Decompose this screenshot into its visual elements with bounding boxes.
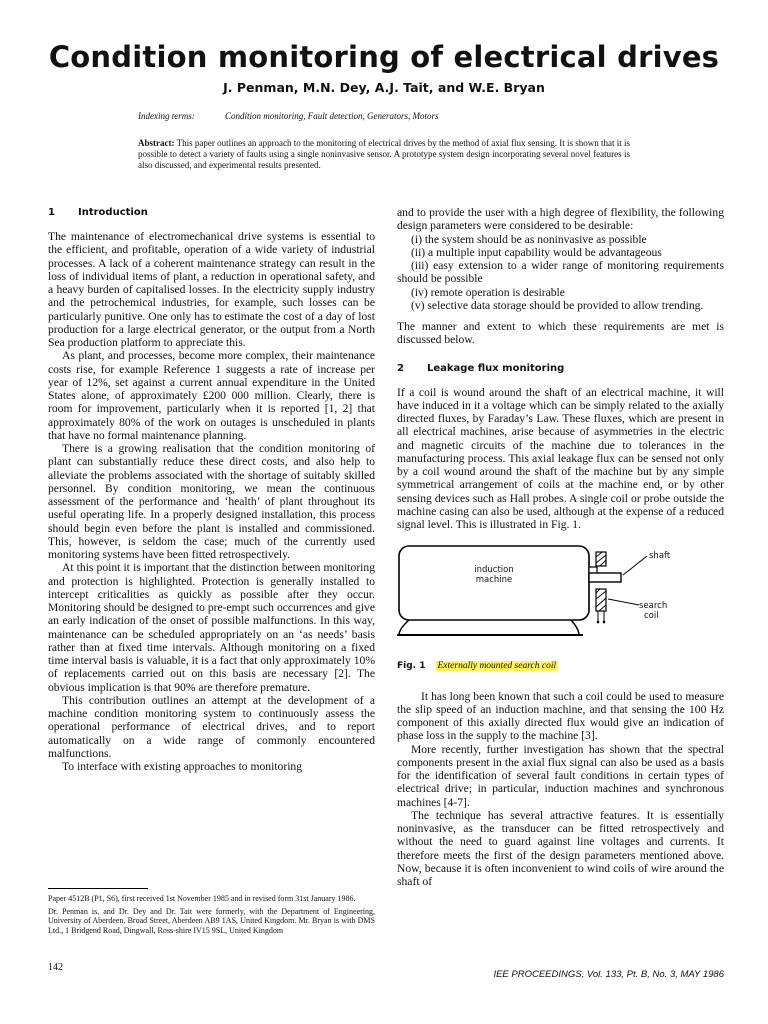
section-heading-leakage-flux [397, 362, 724, 375]
search-coil-diagram [397, 543, 724, 658]
paper-title: Condition monitoring of electrical drives [48, 40, 720, 74]
figure-1-caption [397, 660, 724, 673]
footnote-rule [48, 888, 148, 889]
machine-base [399, 620, 579, 635]
paragraph: There is a growing realisation that the condition monitoring of plant can substantially reduce these direct costs, and also help to alleviate the problems associated with the shortage of suitably skilled personnel. By condition monitoring, we mean the continuous assessment of the performance and ‘health’ of plant throughout its useful operating life. In a properly designed installation, this process should begin even before the plant is installed and commissioned. This, however, is seldom the case; much of the currently used monitoring systems have been fitted retrospectively. [48, 442, 375, 561]
footnote: Dr. Penman is, and Dr. Dey and Dr. Tait were formerly, with the Department of Engineering, University of Aberdeen, Broad Street, Aberdeen AB9 1AS, United Kingdom. Mr. Bryan is with DMS Ltd., 1 Bridgend Road, Dingwall, Ross-shire IV15 9SL, United Kingdom [48, 906, 375, 935]
indexing-terms-text: Condition monitoring, Fault detection, Generators, Motors [225, 111, 439, 121]
left-column [48, 206, 375, 773]
machine-label-line-2: machine [475, 575, 513, 586]
section-number: 1 [48, 207, 55, 218]
author-list: J. Penman, M.N. Dey, A.J. Tait, and W.E. Bryan [223, 80, 545, 95]
indexing-terms [138, 111, 439, 121]
paragraph: To interface with existing approaches to monitoring [62, 760, 303, 773]
machine-label-line-1: induction [474, 565, 514, 576]
abstract-text: This paper outlines an approach to the monitoring of electrical drives by the method of axial flux sensing. It is shown that it is possible to detect a variety of faults using a single noninvasive sensor. A prototype system design incorporating several novel features is also discussed, and experimental results presented. [138, 138, 630, 170]
shaft [589, 573, 621, 582]
abstract [138, 138, 630, 171]
paragraph: More recently, further investigation has shown that the spectral components present in the axial flux signal can also be used as a basis for the identification of several fault conditions in certain types of electrical drive; in particular, induction machines and synchronous machines [4-7]. [397, 742, 724, 809]
footnote: Paper 4512B (P1, S6), first received 1st November 1985 and in revised form 31st January 1986. [48, 894, 356, 903]
figure-label: Fig. 1 [397, 661, 426, 672]
section-number: 2 [397, 362, 404, 374]
coil-label-line-2: coil [644, 611, 659, 622]
list-item: (iii) easy extension to a wider range of monitoring requirements should be possible [397, 259, 724, 286]
search-coil [596, 552, 606, 623]
coil-label-line-1: search [639, 601, 668, 612]
section-title: Leakage flux monitoring [427, 362, 565, 374]
page-number: 142 [48, 962, 63, 973]
shaft-leader [623, 556, 647, 575]
list-item: (iv) remote operation is desirable [411, 285, 565, 299]
paragraph: The technique has several attractive features. It is essentially noninvasive, as the transducer can be fitted retrospectively and without the need to guard against line voltages and currents. It therefore meets the first of the design parameters mentioned above. Now, because it is often inconvenient to wind coils of wire around the shaft of [397, 808, 724, 888]
paragraph: and to provide the user with a high degree of flexibility, the following design parameters were considered to be desirable: [397, 206, 724, 233]
journal-footer: IEE PROCEEDINGS, Vol. 133, Pt. B, No. 3, MAY 1986 [493, 969, 724, 980]
footnotes [48, 894, 375, 938]
paragraph: The maintenance of electromechanical drive systems is essential to the efficient, and profitable, operation of a wide variety of industrial processes. A lack of a coherent maintenance strategy can result in the loss of individual items of plant, a reduction in operational safety, and a heavy burden of capitalised losses. In the electricity supply industry and the petrochemical industries, for example, such losses can be particularly punitive. One only has to estimate the cost of a day of lost production for a large electrical generator, or the output from a North Sea production platform to appreciate this. [48, 230, 375, 349]
machine-label [459, 565, 529, 585]
paragraph: This contribution outlines an attempt at the development of a machine condition monitoring system to continuously assess the operational performance of electrical drives, and to report automatically on a wide range of commonly encountered malfunctions. [48, 693, 375, 760]
paragraph: It has long been known that such a coil could be used to measure the slip speed of an induction machine, and that sensing the 100 Hz component of this axially directed flux would give an indication of phase loss in the supply to the machine [3]. [397, 689, 724, 743]
abstract-label: Abstract: [138, 138, 175, 148]
paragraph: At this point it is important that the distinction between monitoring and protection is highlighted. Protection is generally installed to intercept criticalities as quickly as possible after they occur. Monitoring should be designed to pre-empt such occurrences and give an early indication of the onset of possible malfunctions. In this way, maintenance can be scheduled appropriately on an ‘as needs’ basis rather than at fixed time intervals. Although monitoring on a fixed time interval basis is valuable, it is a fact that only approximately 10% of replacements carried out on this basis are necessary [2]. The obvious implication is that 90% are therefore premature. [48, 561, 375, 694]
section-title: Introduction [78, 207, 148, 218]
coil-label [639, 601, 667, 621]
right-column [397, 206, 724, 888]
indexing-label: Indexing terms: [138, 111, 195, 121]
section-heading-introduction [48, 206, 375, 219]
figure-1-diagram [397, 543, 724, 658]
paragraph: If a coil is wound around the shaft of an electrical machine, it will have induced in it a voltage which can be simply related to the axially directed fluxes, by Faraday’s Law. These fluxes, which are present in all electrical machines, arise because of asymmetries in the electric and magnetic circuits of the machine due to tolerances in the manufacturing process. This axial leakage flux can be sensed not only by a coil wound around the shaft of the machine but by any simple symmetrical arrangement of coils at the machine end, or by other sensing devices such as Hall probes. A single coil or probe outside the machine casing can also be used, although at the expense of a reduced signal level. This is illustrated in Fig. 1. [397, 385, 724, 531]
paragraph: The manner and extent to which these requirements are met is discussed below. [397, 320, 724, 347]
paragraph: As plant, and processes, become more complex, their maintenance costs rise, for example Reference 1 suggests a rate of increase per year of 12%, set against a current annual expenditure in the United States alone, of approximately £200 000 million. Clearly, there is room for improvement, particularly when it is reported [1, 2] that approximately 80% of the work on outages is unscheduled in plants that have no formal maintenance planning. [48, 349, 375, 442]
coil-leader [608, 599, 639, 605]
list-item: (v) selective data storage should be provided to allow trending. [411, 298, 704, 312]
list-item: (ii) a multiple input capability would be advantageous [411, 245, 662, 259]
figure-caption-text: Externally mounted search coil [437, 661, 557, 672]
shaft-label: shaft [649, 551, 671, 562]
list-item: (i) the system should be as noninvasive as possible [411, 232, 647, 246]
